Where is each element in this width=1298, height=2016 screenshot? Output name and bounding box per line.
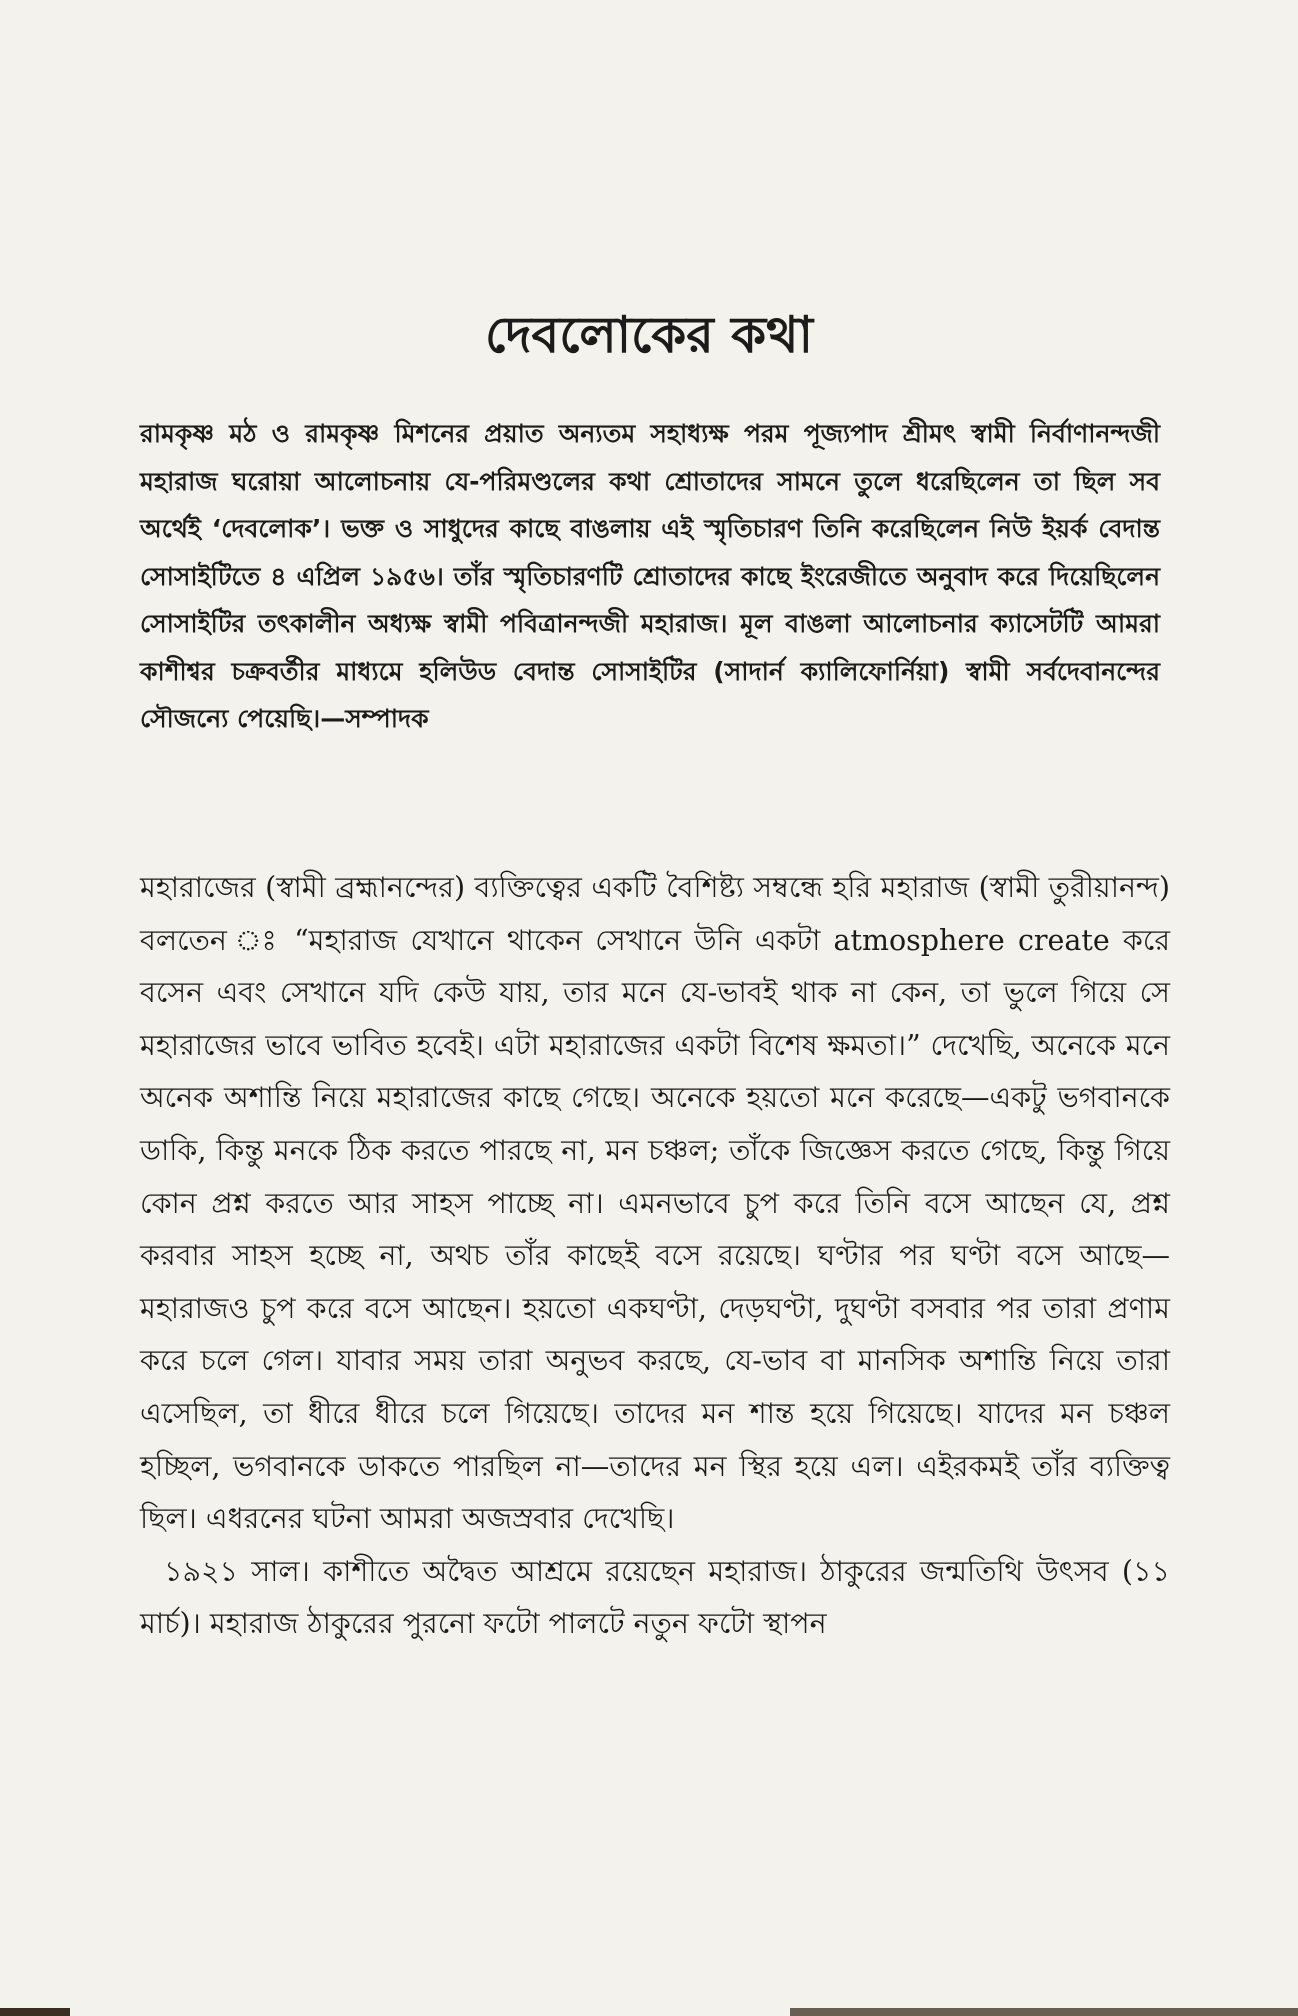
article-body	[140, 862, 1170, 1651]
editor-introduction	[140, 410, 1160, 743]
page-edge-shadow	[790, 2008, 1298, 2016]
body-paragraph: ১৯২১ সাল। কাশীতে অদ্বৈত আশ্রমে রয়েছেন মহারাজ। ঠাকুরের জন্মতিথি উৎসব (১১ মার্চ)। মহারাজ ঠাকুরের পুরনো ফটো পালটে নতুন ফটো স্থাপন	[140, 1554, 1170, 1641]
page-edge-shadow	[0, 2008, 70, 2016]
editor-attribution: —সম্পাদক	[320, 704, 429, 733]
body-paragraph: মহারাজের (স্বামী ব্রহ্মানন্দের) ব্যক্তিত্বের একটি বৈশিষ্ট্য সম্বন্ধে হরি মহারাজ (স্বামী তুরীয়ানন্দ) বলতেন ঃ “মহারাজ যেখানে থাকেন সেখানে উনি একটা atmosphere create করে বসেন এবং সেখানে যদি কেউ যায়, তার মনে যে-ভাবই থাক না কেন, তা ভুলে গিয়ে সে মহারাজের ভাবে ভাবিত হবেই। এটা মহারাজের একটা বিশেষ ক্ষমতা।” দেখেছি, অনেকে মনে অনেক অশান্তি নিয়ে মহারাজের কাছে গেছে। অনেকে হয়তো মনে করেছে—একটু ভগবানকে ডাকি, কিন্তু মনকে ঠিক করতে পারছে না, মন চঞ্চল; তাঁকে জিজ্ঞেস করতে গেছে, কিন্তু গিয়ে কোন প্রশ্ন করতে আর সাহস পাচ্ছে না। এমনভাবে চুপ করে তিনি বসে আছেন যে, প্রশ্ন করবার সাহস হচ্ছে না, অথচ তাঁর কাছেই বসে রয়েছে। ঘণ্টার পর ঘণ্টা বসে আছে—মহারাজও চুপ করে বসে আছেন। হয়তো একঘণ্টা, দেড়ঘণ্টা, দুঘণ্টা বসবার পর তারা প্রণাম করে চলে গেল। যাবার সময় তারা অনুভব করছে, যে-ভাব বা মানসিক অশান্তি নিয়ে তারা এসেছিল, তা ধীরে ধীরে চলে গিয়েছে। তাদের মন শান্ত হয়ে গিয়েছে। যাদের মন চঞ্চল হচ্ছিল, ভগবানকে ডাকতে পারছিল না—তাদের মন স্থির হয়ে এল। এইরকমই তাঁর ব্যক্তিত্ব ছিল। এধরনের ঘটনা আমরা অজস্রবার দেখেছি।	[140, 871, 1170, 1536]
intro-text: রামকৃষ্ণ মঠ ও রামকৃষ্ণ মিশনের প্রয়াত অন্যতম সহাধ্যক্ষ পরম পূজ্যপাদ শ্রীমৎ স্বামী নির্বাণানন্দজী মহারাজ ঘরোয়া আলোচনায় যে-পরিমণ্ডলের কথা শ্রোতাদের সামনে তুলে ধরেছিলেন তা ছিল সব অর্থেই ‘দেবলোক’। ভক্ত ও সাধুদের কাছে বাঙলায় এই স্মৃতিচারণ তিনি করেছিলেন নিউ ইয়র্ক বেদান্ত সোসাইটিতে ৪ এপ্রিল ১৯৫৬। তাঁর স্মৃতিচারণটি শ্রোতাদের কাছে ইংরেজীতে অনুবাদ করে দিয়েছিলেন সোসাইটির তৎকালীন অধ্যক্ষ স্বামী পবিত্রানন্দজী মহারাজ। মূল বাঙলা আলোচনার ক্যাসেটটি আমরা কাশীশ্বর চক্রবর্তীর মাধ্যমে হলিউড বেদান্ত সোসাইটির (সাদার্ন ক্যালিফোর্নিয়া) স্বামী সর্বদেবানন্দের সৌজন্যে পেয়েছি।	[140, 419, 1160, 733]
article-title: দেবলোকের কথা	[484, 305, 814, 364]
